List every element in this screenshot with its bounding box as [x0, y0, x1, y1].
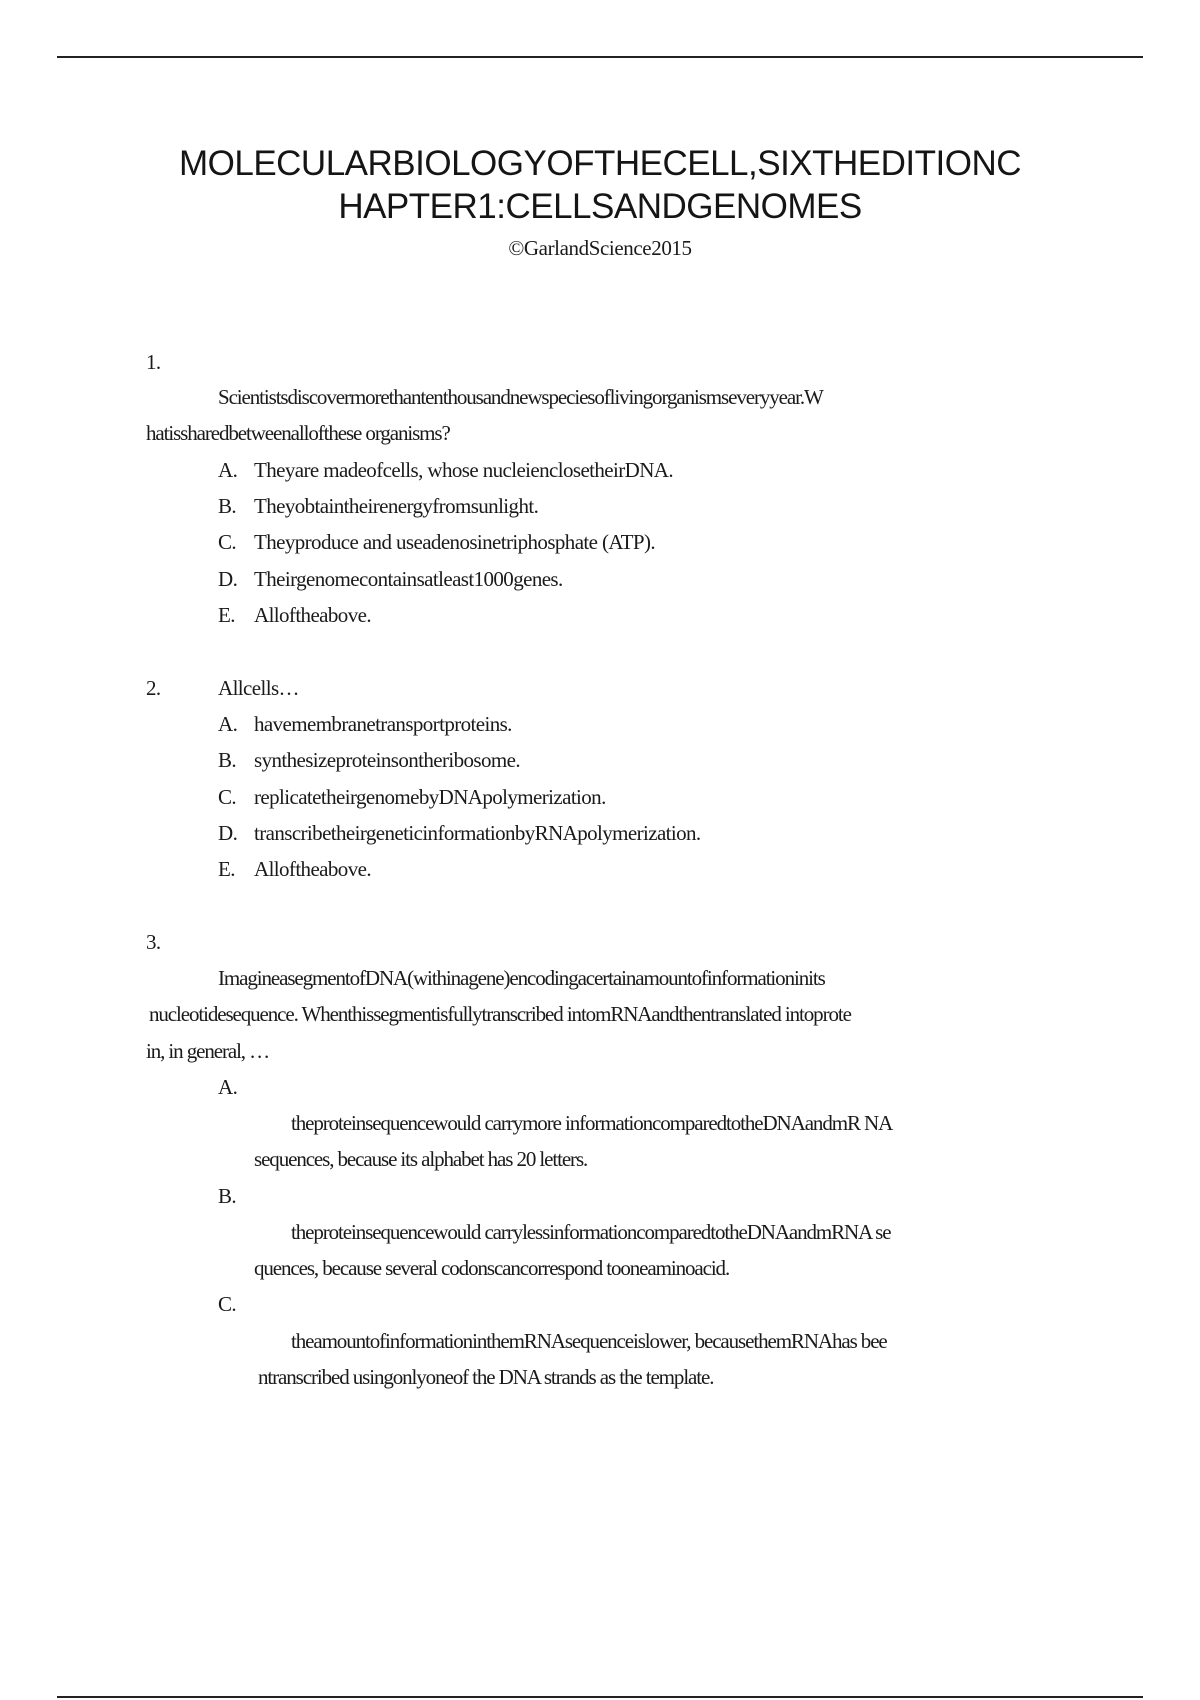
answer-option-b — [218, 745, 520, 775]
answer-option-d — [218, 564, 563, 594]
option-text: Alloftheabove. — [254, 603, 371, 627]
option-letter: A. — [218, 1075, 238, 1099]
document-title — [100, 142, 1100, 228]
bottom-rule — [57, 1696, 1143, 1698]
answer-option-a — [218, 709, 512, 739]
question-stem-line: Allcells… — [218, 676, 299, 700]
option-letter: B. — [218, 1184, 237, 1208]
answer-option-e — [218, 854, 371, 884]
option-text-line: theamountofinformationinthemRNAsequenceislower, becausethemRNAhas bee — [291, 1329, 887, 1353]
option-text: synthesizeproteinsontheribosome. — [254, 748, 520, 772]
option-text: replicatetheirgenomebyDNApolymerization. — [254, 785, 606, 809]
option-text: havemembranetransportproteins. — [254, 712, 512, 736]
option-letter: A. — [218, 712, 238, 736]
answer-option-d — [218, 818, 701, 848]
question-stem-line: hatissharedbetweenallofthese organisms? — [146, 421, 450, 445]
answer-option-c — [218, 782, 606, 812]
option-letter: C. — [218, 530, 237, 554]
answer-option-b — [218, 491, 538, 521]
option-letter: C. — [218, 1292, 237, 1316]
option-text: Theyobtaintheirenergyfromsunlight. — [254, 494, 539, 518]
top-rule — [57, 56, 1143, 58]
copyright-line: ©GarlandScience2015 — [508, 236, 692, 260]
answer-option-e — [218, 600, 371, 630]
option-text: Theyproduce and useadenosinetriphosphate (ATP). — [254, 530, 656, 554]
question-stem-line: nucleotidesequence. Whenthissegmentisfullytranscribed intomRNAandthentranslated intoprote — [149, 1002, 851, 1026]
option-letter: B. — [218, 748, 237, 772]
option-text: transcribetheirgeneticinformationbyRNApolymerization. — [254, 821, 701, 845]
option-text-line: quences, because several codonscancorrespond tooneaminoacid. — [254, 1256, 730, 1280]
option-text-line: ntranscribed usingonlyoneof the DNA strands as the template. — [258, 1365, 714, 1389]
option-letter: B. — [218, 494, 237, 518]
option-letter: E. — [218, 603, 235, 627]
question-stem-line: ImagineasegmentofDNA(withinagene)encodingacertainamountofinformationinits — [218, 966, 825, 990]
question-number: 3. — [146, 930, 161, 954]
answer-option-c — [218, 527, 655, 557]
title-line-2: HAPTER1:CELLSANDGENOMES — [338, 187, 862, 226]
option-letter: A. — [218, 458, 238, 482]
option-letter: D. — [218, 821, 238, 845]
option-text: Theyare madeofcells, whose nucleienclosetheirDNA. — [254, 458, 674, 482]
option-text-line: sequences, because its alphabet has 20 letters. — [254, 1147, 588, 1171]
title-line-1: MOLECULARBIOLOGYOFTHECELL,SIXTHEDITIONC — [178, 144, 1022, 183]
question-stem-line: Scientistsdiscovermorethantenthousandnewspeciesoflivingorganismseveryyear.W — [218, 385, 823, 409]
question-number: 2. — [146, 676, 161, 700]
option-text-line: theproteinsequencewould carrylessinformationcomparedtotheDNAandmRNA se — [291, 1220, 891, 1244]
option-text-line: theproteinsequencewould carrymore informationcomparedtotheDNAandmR NA — [291, 1111, 893, 1135]
question-number: 1. — [146, 350, 161, 374]
option-letter: C. — [218, 785, 237, 809]
option-letter: E. — [218, 857, 235, 881]
option-text: Alloftheabove. — [254, 857, 371, 881]
answer-option-a — [218, 455, 673, 485]
option-text: Theirgenomecontainsatleast1000genes. — [254, 567, 563, 591]
option-letter: D. — [218, 567, 238, 591]
question-stem-line: in, in general, … — [146, 1039, 270, 1063]
